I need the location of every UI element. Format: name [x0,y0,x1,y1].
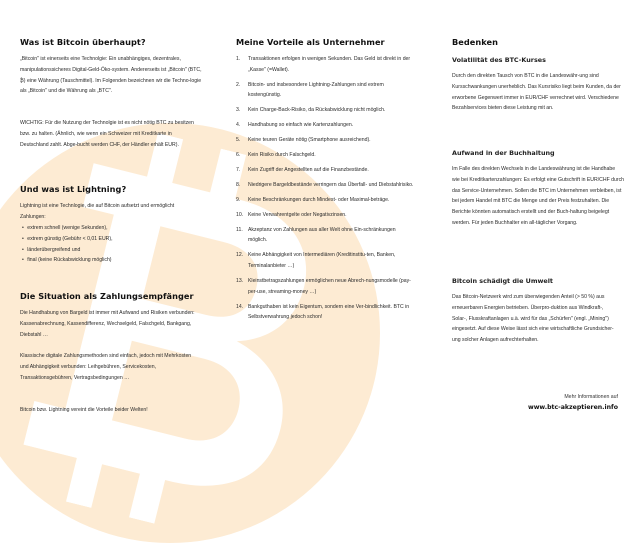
bitcoin-intro-paragraph: „Bitcoin" ist einerseits eine Technolgie: Ein unabhängiges, dezentrales, manipulationssicheres Digital-Geld-Öko-system. Andererseits ist „Bitcoin" (BTC, ₿) eine Währung (Tauschmittel). Im Folgenden bezeichnen wir die Techno-logie als „Bitcoin" und die Währung als „BTC". [20,56,202,95]
advantage-text: Keine teuren Geräte nötig (Smartphone ausreichend). [248,137,371,144]
advantage-item [236,80,414,102]
lightning-features-list [22,223,202,266]
concern-text-environment: Das Bitcoin-Netzwerk wird zum überwiegenden Anteil (> 50 %) aus erneuerbaren Energien betrieben. Überpro-duktion aus Windkraft-, Solar-, Flusskraftanlagen u.ä. wird für das „Schürfen" (engl. „Mining") eingesetzt. Auf diese Weise lässt sich eine wirtschaftliche Grundsicher-ung solcher Anlagen aufrechterhalten. [452,294,614,344]
advantage-item [236,180,414,191]
advantage-number: 3. [236,107,241,114]
lightning-intro-paragraph: Lightning ist eine Technlogie, die auf Bitcoin aufsetzt und ermöglicht Zahlungen: [20,203,175,220]
advantage-text: Transaktionen erfolgen in wenigen Sekunden. Das Geld ist direkt in der „Kasse" (=Wallet). [248,56,411,73]
advantage-number: 1. [236,56,241,62]
concern-title-accounting: Aufwand in der Buchhaltung [452,149,555,157]
website-link[interactable]: www.btc-akzeptieren.info [528,404,618,411]
bitcoin-important-note: WICHTIG: Für die Nutzung der Technolgie ist es nicht nötig BTC zu besitzen bzw. zu halten. (Ähnlich, wie wenn ein Schweizer mit Kreditkarte in Deutschland zahlt. Abge-bucht werden CHF, der Händler erhält EUR). [20,120,194,148]
advantage-number: 6. [236,152,241,159]
advantage-item [236,302,414,324]
advantage-number: 10. [236,211,244,218]
section-title-what-is-lightning: Und was ist Lightning? [20,184,127,194]
cash-handling-paragraph: Die Handhabung von Bargeld ist immer mit Aufwand und Risiken verbunden: Kassenabrechnung, Kassendifferenz, Wechselgeld, Falschgeld, Bankgang, Diebstahl … [20,310,195,338]
section-title-payment-recipient: Die Situation als Zahlungsempfänger [20,291,194,301]
advantage-item [236,135,414,146]
digital-payment-paragraph: Klassische digitale Zahlungsmethoden sind einfach, jedoch mit Mehrkosten und Abhängigkeit verbunden: Leihgebühren, Servicekosten, Transaktionsgebühren, Vertragsbedingungen … [20,353,192,381]
concern-text-accounting: Im Falle des direkten Wechsels in die Landeswährung ist die Handhabe wie bei Kreditkartenzahlungen: Es erfolgt eine Gutschrift in EUR/CHF durch das Service-Unternehmen. Sollen die BTC im Unternehmen verbleiben, ist bei jedem Handel mit BTC die Menge und der Preis festzuhalten. Die Berichte könnten automatisch erstellt und der Buch-haltung beigelegt werden. Für jeden Buchhalter ein all-täglicher Vorgang. [452,166,625,226]
advantage-item [236,250,414,272]
advantage-text: Keine Verwahrentgelte oder Negativzinsen. [248,211,347,218]
advantage-item [236,195,414,206]
advantage-text: Kleinstbetragszahlungen ermöglichen neue Abrech-nungsmodelle (pay-per-use, streaming-money …) [248,277,411,295]
advantage-text: Kein Zugriff der Angestellten auf die Finanzbestände. [248,166,369,173]
advantage-text: Keine Abhängigkeit von Intermediären (Kreditinstitu-ten, Banken, Terminalanbieter …) [248,252,396,269]
advantage-number: 9. [236,196,241,203]
advantage-item [236,276,414,298]
advantage-item [236,165,414,176]
advantage-number: 4. [236,122,241,129]
more-info-label: Mehr Informationen auf [564,394,618,400]
list-item: • extrem günstig (Gebühr < 0,01 EUR), [22,234,202,245]
bitcoin-conclusion-paragraph: Bitcoin bzw. Lightning vereint die Vorteile beider Welten! [20,407,148,413]
concern-text-volatility: Durch den direkten Tausch von BTC in die Landeswähr-ung sind Kursschwankungen unerheblich. Das Kursrisiko liegt beim Kunden, da der erworbene Gegenwert immer in EUR/CHF verrechnet wird. Verschiedene Bezahlservices bieten diese Leistung mit an. [452,73,621,112]
advantage-number: 14. [236,303,244,310]
advantage-item [236,120,414,131]
section-title-advantages: Meine Vorteile als Unternehmer [236,37,385,47]
advantage-number: 13. [236,277,244,284]
list-item: • final (keine Rückabwicklung möglich) [22,255,202,266]
advantage-number: 8. [236,181,241,188]
advantage-text: Niedrigere Bargeldbestände verringern das Überfall- und Diebstahlrisiko. [248,181,414,188]
advantage-item [236,150,414,161]
advantage-text: Handhabung so einfach wie Kartenzahlungen. [248,122,354,129]
advantage-text: Bitcoin- und insbesondere Lightning-Zahlungen sind extrem kostengünstig. [248,81,384,99]
advantage-number: 7. [236,166,241,173]
advantage-text: Akzeptanz von Zahlungen aus aller Welt ohne Ein-schränkungen möglich. [248,226,396,244]
advantage-item [236,54,414,76]
list-item: • länderübergreifend und [22,245,202,256]
concern-title-volatility: Volatilität des BTC-Kurses [452,56,546,64]
advantages-list [236,54,414,327]
advantage-number: 12. [236,252,244,259]
advantage-text: Bankguthaben ist kein Eigentum, sondern eine Ver-bindlichkeit. BTC in Selbstverwahrung jedoch schon! [248,303,410,321]
more-info-footer [528,392,618,413]
advantage-text: Keine Beschränkungen durch Mindest- oder Maximal-beträge. [248,196,390,203]
advantage-item [236,225,414,247]
section-title-concerns: Bedenken [452,37,499,47]
advantage-number: 5. [236,137,241,144]
advantage-text: Kein Risiko durch Falschgeld. [248,152,316,159]
list-item: • extrem schnell (wenige Sekunden), [22,223,202,234]
advantage-item [236,210,414,221]
advantage-item [236,105,414,116]
advantage-text: Kein Charge-Back-Risiko, da Rückabwicklung nicht möglich. [248,107,386,114]
advantage-number: 11. [236,226,243,233]
section-title-what-is-bitcoin: Was ist Bitcoin überhaupt? [20,37,146,47]
advantage-number: 2. [236,81,241,88]
concern-title-environment: Bitcoin schädigt die Umwelt [452,277,553,285]
